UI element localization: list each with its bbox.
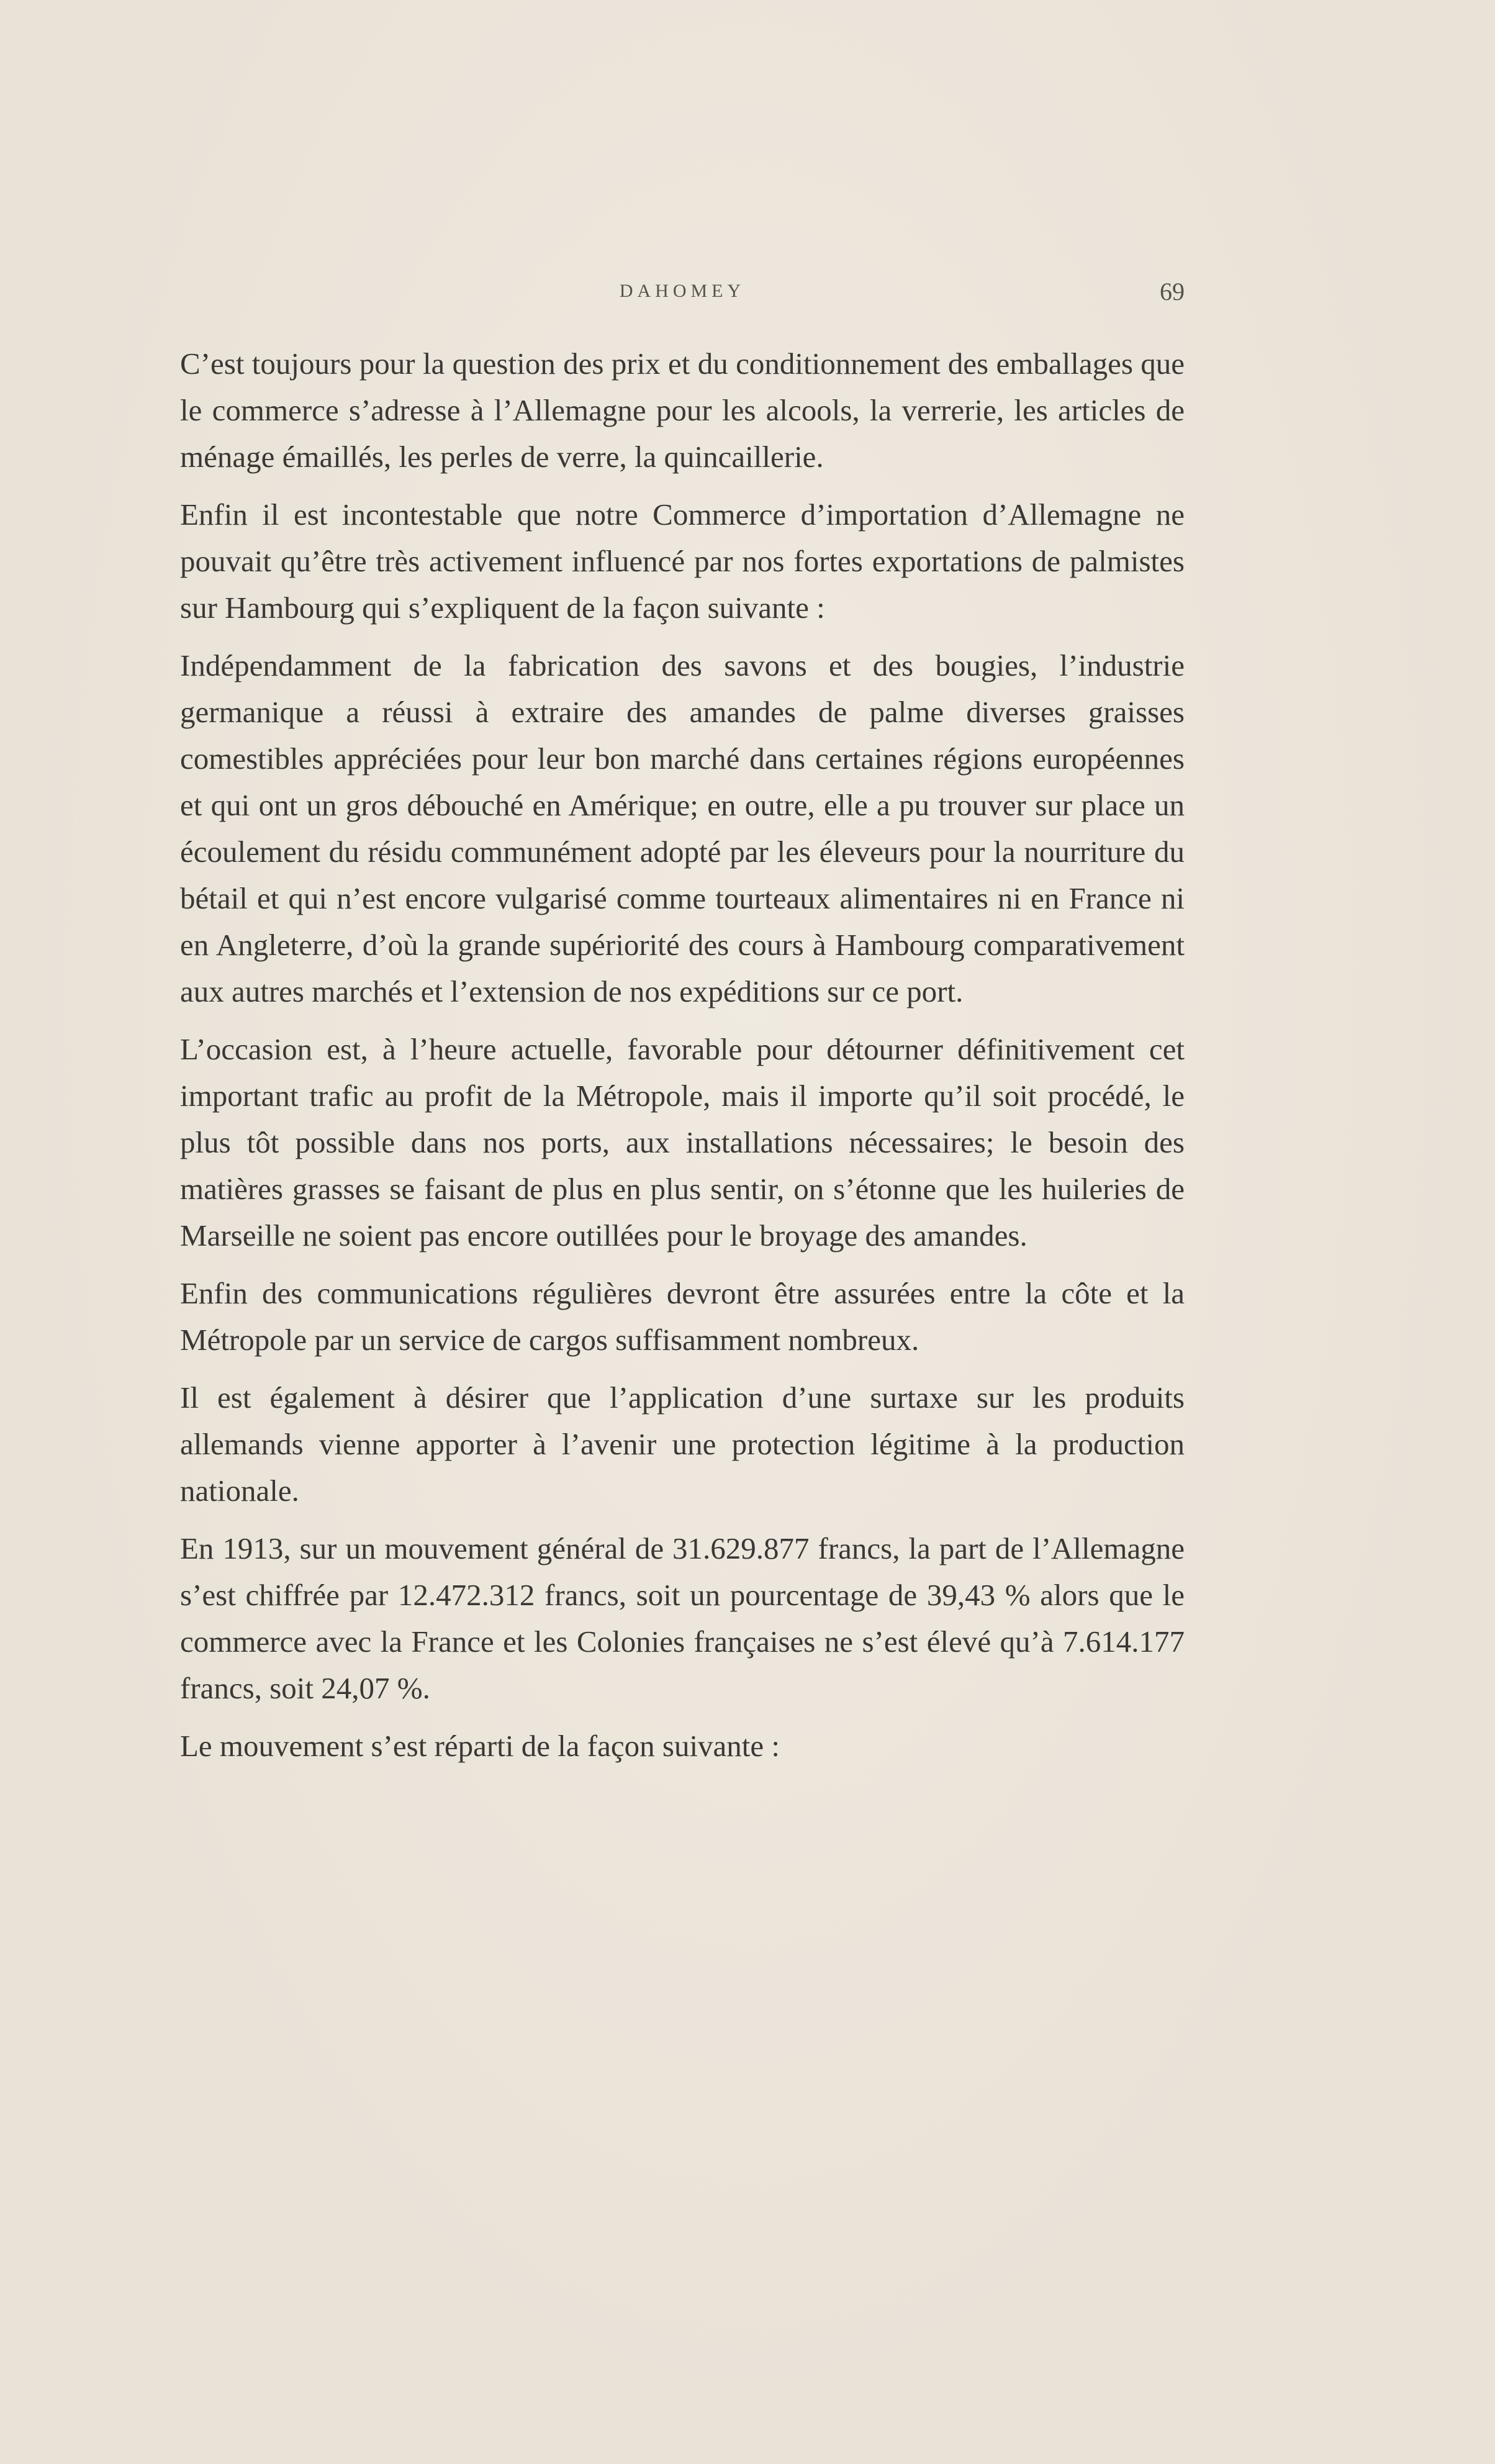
paragraph: Enfin il est incontestable que notre Commerce d’importation d’Allemagne ne pouvait qu’être très activement influencé par nos fortes exportations de palmistes sur Hambourg qui s’expliquent de la façon suivante : — [180, 497, 1185, 625]
paragraph: Le mouvement s’est réparti de la façon suivante : — [180, 1729, 780, 1763]
running-title: DAHOMEY — [619, 281, 746, 301]
paragraph: En 1913, sur un mouvement général de 31.629.877 francs, la part de l’Allemagne s’est chiffrée par 12.472.312 francs, soit un pourcentage de 39,43 % alors que le commerce avec la France et les Colonies françaises ne s’est élevé qu’à 7.614.177 francs, soit 24,07 %. — [180, 1531, 1185, 1705]
page-number: 69 — [1160, 278, 1185, 306]
paragraph: Indépendamment de la fabrication des savons et des bougies, l’industrie germanique a réussi à extraire des amandes de palme diverses graisses comestibles appréciées pour leur bon marché dans certaines régions européennes et qui ont un gros débouché en Amérique; en outre, elle a pu trouver sur place un écoulement du résidu communément adopté par les éleveurs pour la nourriture du bétail et qui n’est encore vulgarisé comme tourteaux alimentaires ni en France ni en Angleterre, d’où la grande supériorité des cours à Hambourg comparativement aux autres marchés et l’extension de nos expéditions sur ce port. — [180, 648, 1185, 1008]
page-header — [180, 278, 1185, 318]
paragraph: C’est toujours pour la question des prix et du conditionnement des emballages que le commerce s’adresse à l’Allemagne pour les alcools, la verrerie, les articles de ménage émaillés, les perles de verre, la quincaillerie. — [180, 346, 1185, 474]
paragraph: Il est également à désirer que l’application d’une surtaxe sur les produits allemands vienne apporter à l’avenir une protection légitime à la production nationale. — [180, 1380, 1185, 1508]
paragraph: L’occasion est, à l’heure actuelle, favorable pour détourner définitivement cet important trafic au profit de la Métropole, mais il importe qu’il soit procédé, le plus tôt possible dans nos ports, aux installations nécessaires; le besoin des matières grasses se faisant de plus en plus sentir, on s’étonne que les huileries de Marseille ne soient pas encore outillées pour le broyage des amandes. — [180, 1032, 1185, 1252]
body-text — [180, 340, 1185, 1780]
paragraph: Enfin des communications régulières devront être assurées entre la côte et la Métropole par un service de cargos suffisamment nombreux. — [180, 1276, 1185, 1357]
